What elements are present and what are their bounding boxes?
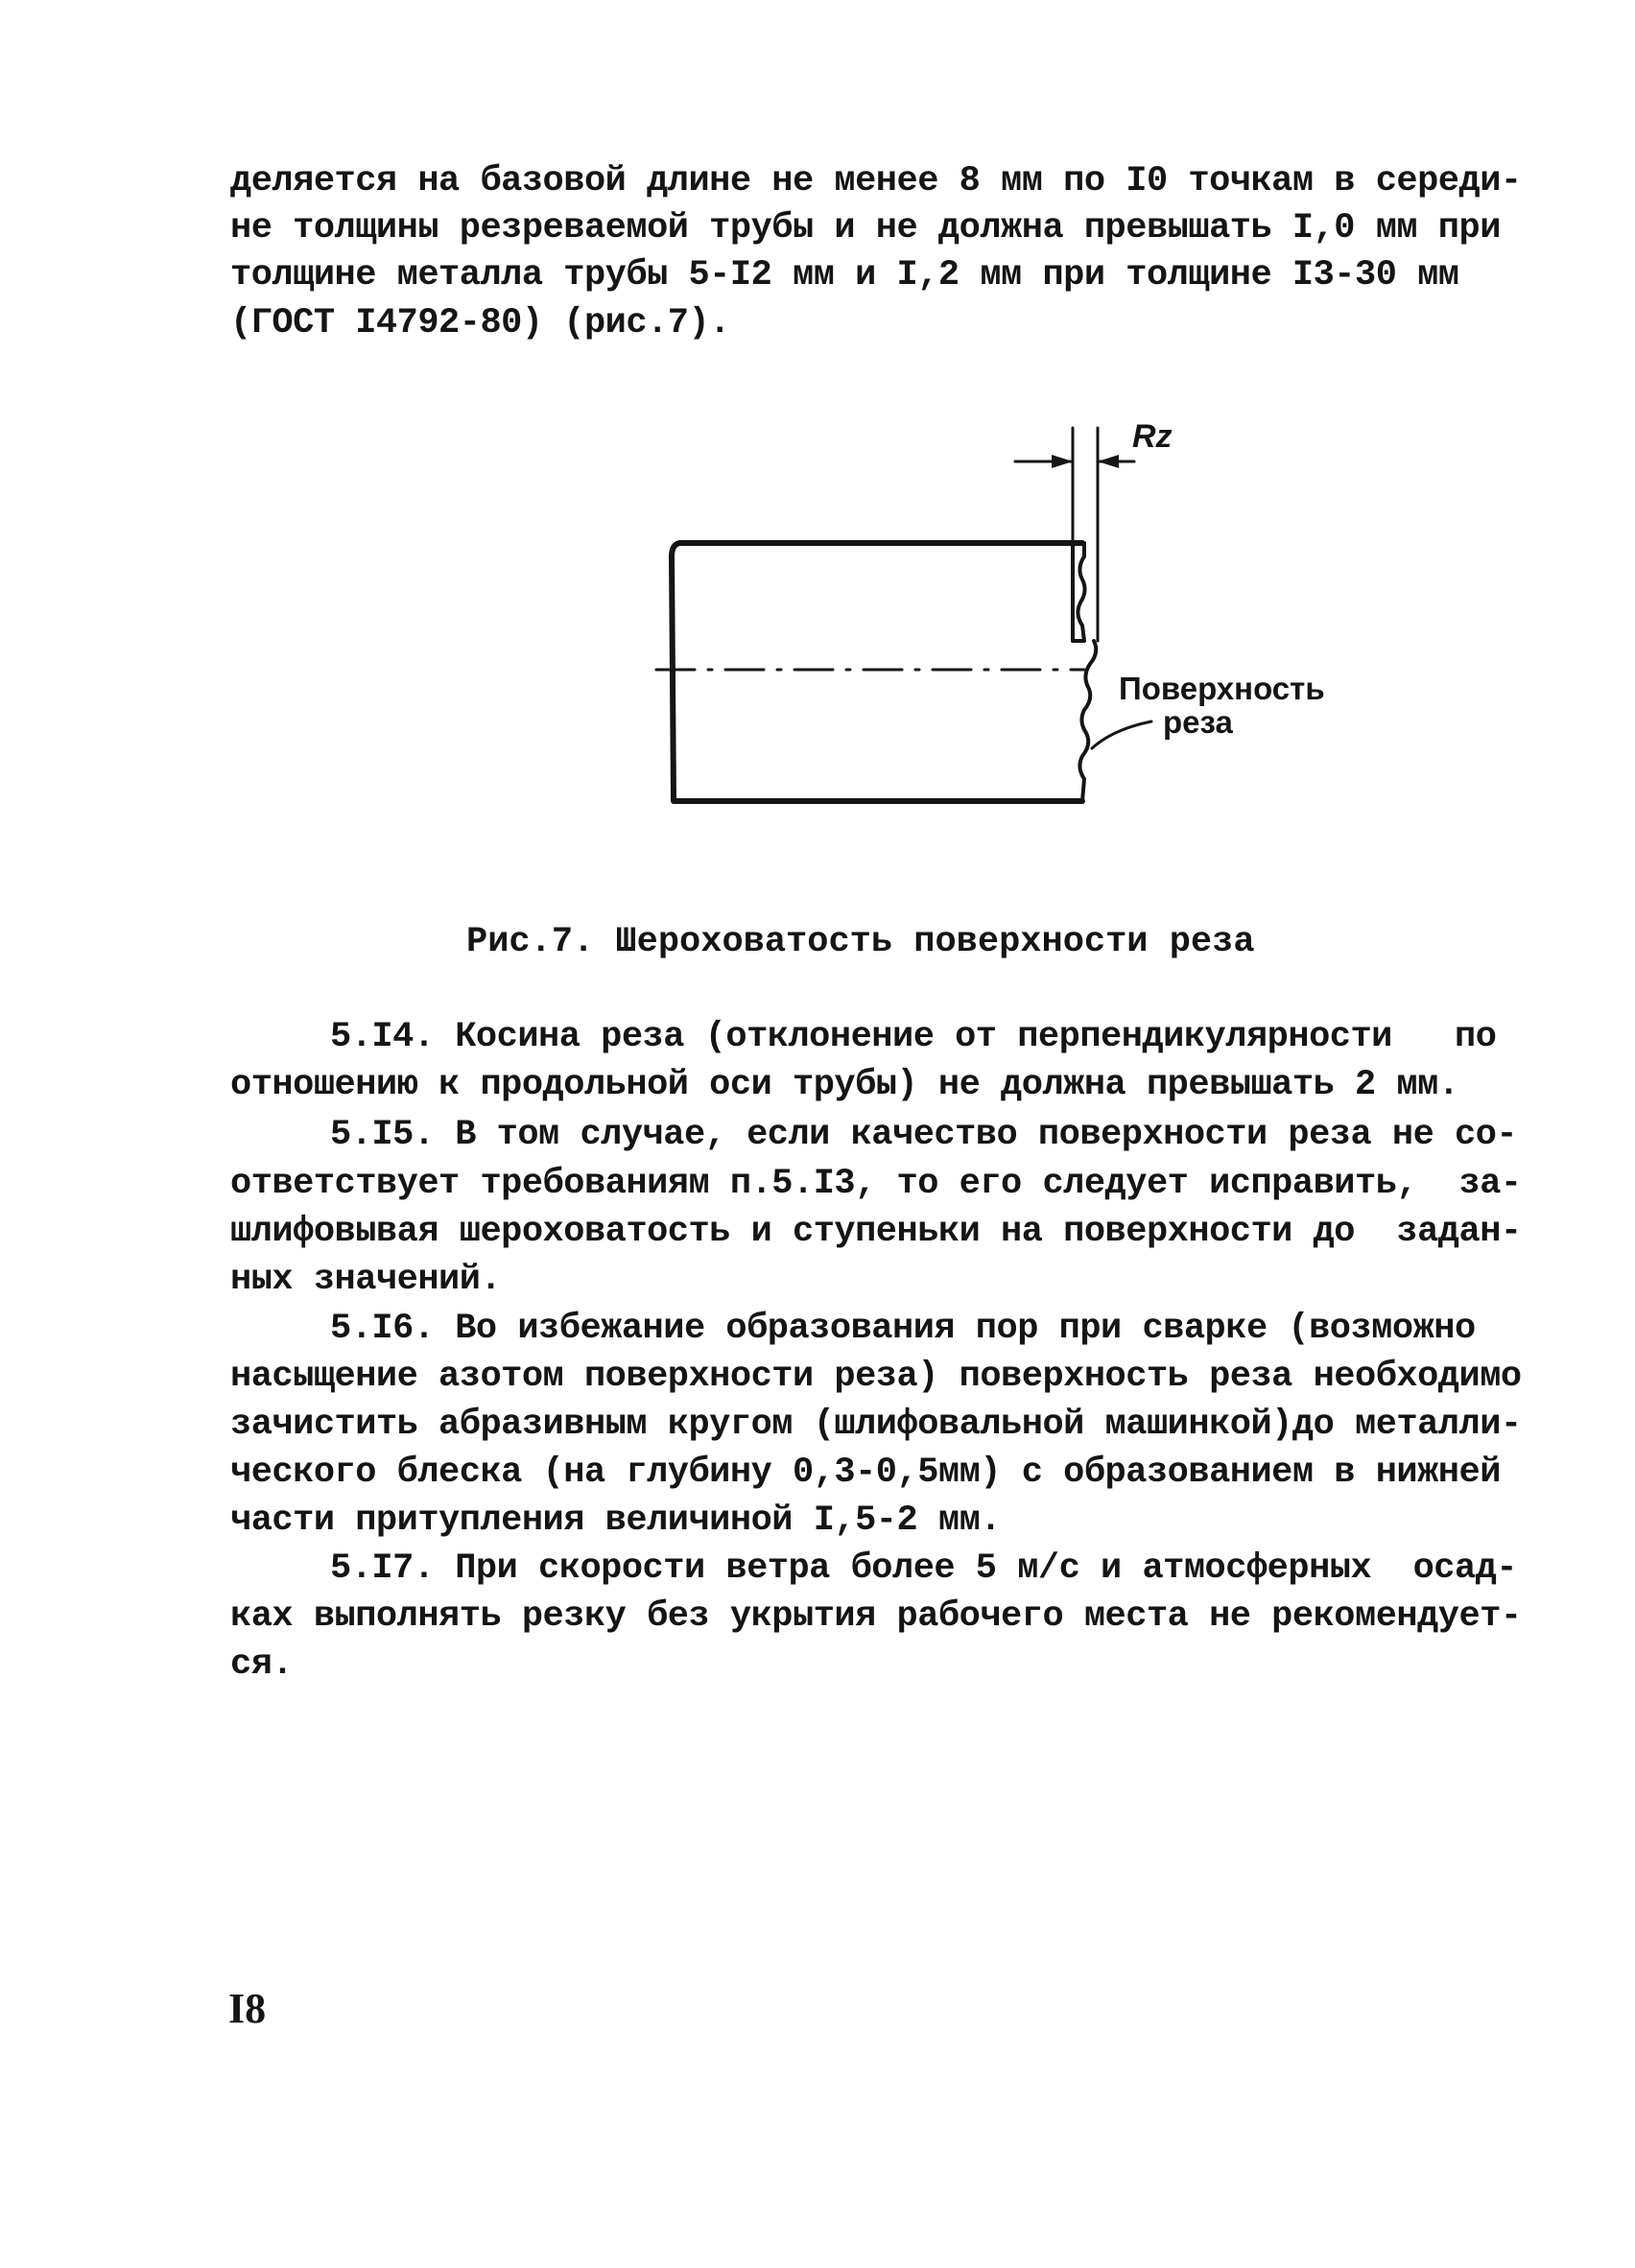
clause-5-15-line-4: ных значений. bbox=[230, 1260, 502, 1300]
intro-line-3: толщине металла трубы 5-I2 мм и I,2 мм при толщине I3-30 мм bbox=[230, 255, 1459, 295]
cut-surface-lower bbox=[1079, 641, 1096, 801]
clause-5-14-line-2: отношению к продольной оси трубы) не должна превышать 2 мм. bbox=[230, 1065, 1459, 1105]
pipe-section-outline bbox=[672, 543, 1082, 801]
figure-7-diagram bbox=[0, 0, 1635, 863]
clause-5-16-line-3: зачистить абразивным кругом (шлифовальной машинкой)до металли- bbox=[230, 1405, 1522, 1445]
surface-leader-line bbox=[1092, 721, 1151, 748]
clause-5-14-line-1: 5.I4. Косина реза (отклонение от перпендикулярности по bbox=[330, 1017, 1497, 1057]
intro-line-4: (ГОСТ I4792-80) (рис.7). bbox=[230, 303, 730, 343]
clause-5-15-line-2: ответствует требованиям п.5.I3, то его следует исправить, за- bbox=[230, 1164, 1522, 1204]
rz-arrow-left bbox=[1052, 455, 1073, 468]
intro-line-2: не толщины резреваемой трубы и не должна превышать I,0 мм при bbox=[230, 208, 1501, 248]
intro-line-1: деляется на базовой длине не менее 8 мм по I0 точкам в середи- bbox=[230, 161, 1522, 201]
clause-5-15-line-3: шлифовывая шероховатость и ступеньки на поверхности до задан- bbox=[230, 1212, 1522, 1252]
clause-5-17-line-2: ках выполнять резку без укрытия рабочего места не рекомендует- bbox=[230, 1596, 1522, 1637]
page-number: I8 bbox=[228, 1985, 267, 2032]
clause-5-16-line-4: ческого блеска (на глубину 0,3-0,5мм) с образованием в нижней bbox=[230, 1453, 1501, 1493]
clause-5-16-line-5: части притупления величиной I,5-2 мм. bbox=[230, 1500, 1002, 1541]
surface-label-line-2: реза bbox=[1163, 704, 1233, 740]
surface-label-line-1: Поверхность bbox=[1119, 671, 1325, 706]
rz-arrow-right bbox=[1098, 455, 1119, 468]
rz-label: Rz bbox=[1132, 418, 1173, 455]
clause-5-16-line-1: 5.I6. Во избежание образования пор при сварке (возможно bbox=[330, 1309, 1476, 1349]
clause-5-17-line-1: 5.I7. При скорости ветра более 5 м/с и атмосферных осад- bbox=[330, 1548, 1518, 1589]
clause-5-17-line-3: ся. bbox=[230, 1644, 294, 1685]
figure-caption: Рис.7. Шероховатость поверхности реза bbox=[466, 922, 1255, 962]
clause-5-15-line-1: 5.I5. В том случае, если качество поверхности реза не со- bbox=[330, 1115, 1518, 1155]
clause-5-16-line-2: насыщение азотом поверхности реза) поверхность реза необходимо bbox=[230, 1357, 1522, 1397]
